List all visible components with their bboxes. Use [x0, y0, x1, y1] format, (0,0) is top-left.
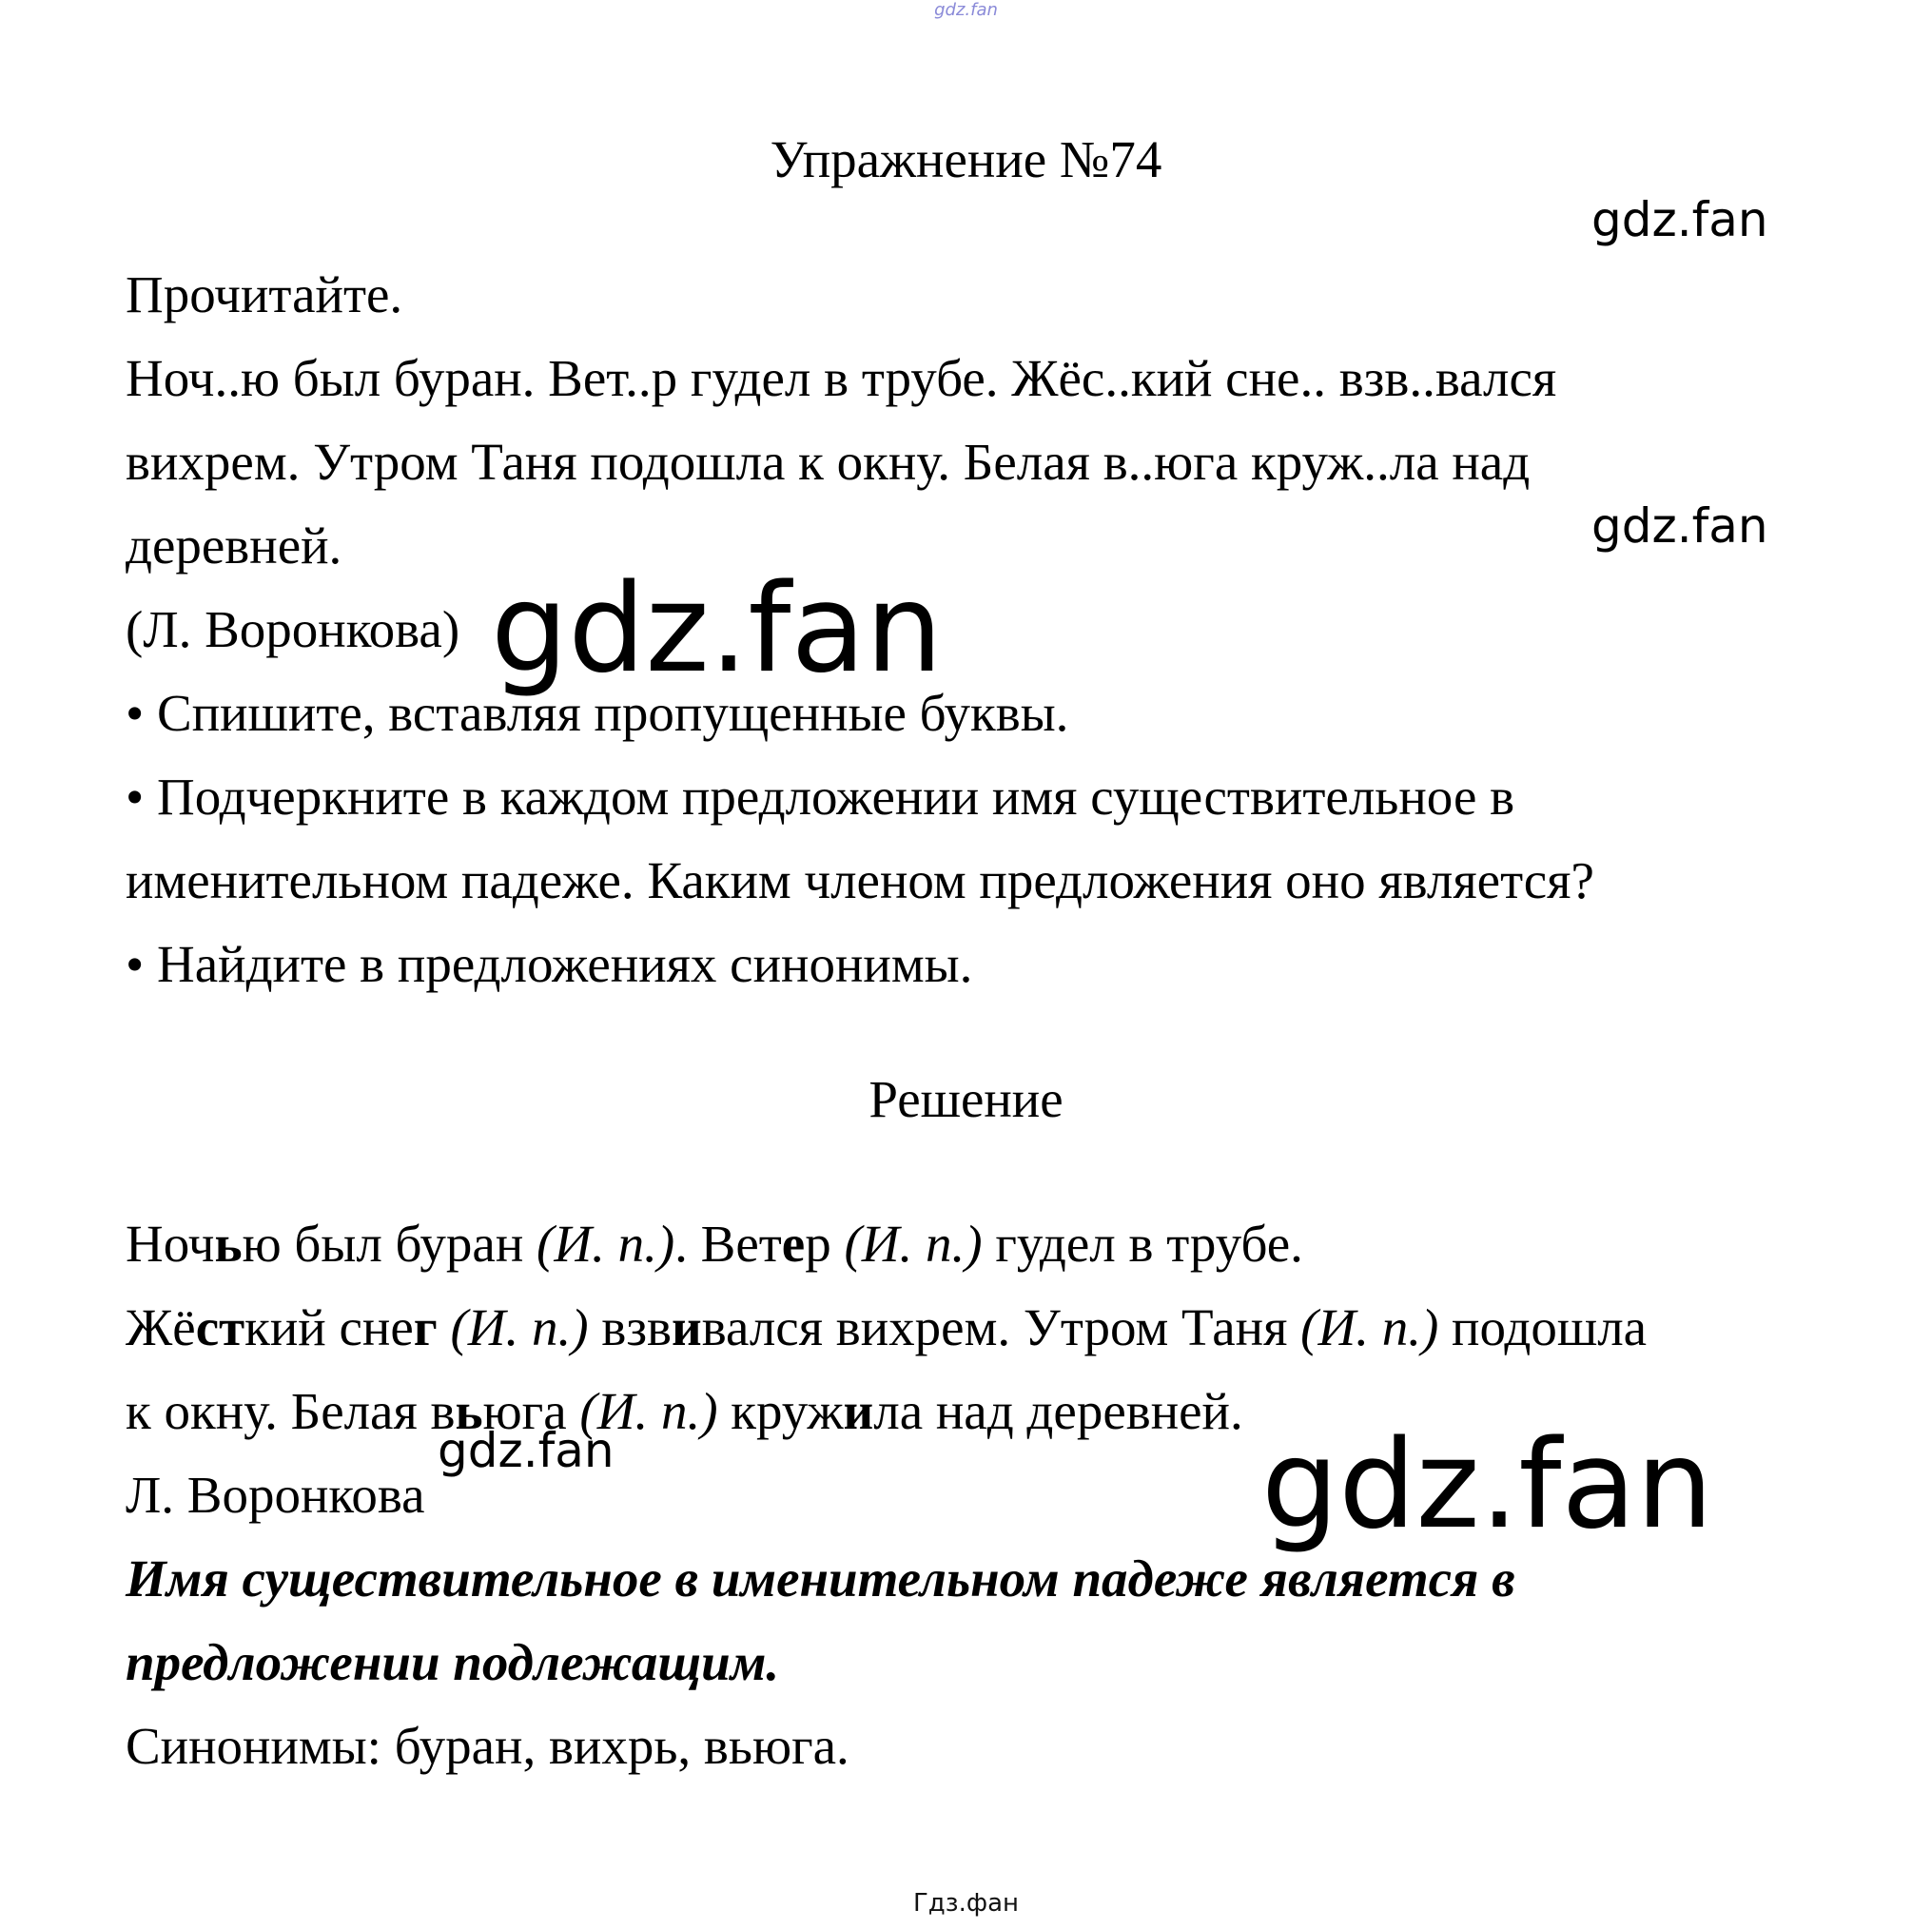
task-bullet-2: • Подчеркните в каждом предложении имя существительное в: [126, 768, 1515, 826]
task-bullet-2-cont: именительном падеже. Каким членом предложения оно является?: [126, 851, 1594, 909]
task-line-2: Ноч..ю был буран. Вет..р гудел в трубе. Жёс..кий сне.. взв..вался: [126, 349, 1557, 407]
solution-author: Л. Воронкова: [126, 1466, 425, 1524]
solution-line-3: к окну. Белая вьюга (И. п.) кружила над деревней.: [126, 1382, 1243, 1440]
solution-line-2: Жёсткий снег (И. п.) взвивался вихрем. Утром Таня (И. п.) подошла: [126, 1298, 1648, 1356]
task-line-3: вихрем. Утром Таня подошла к окну. Белая в..юга круж..ла над: [126, 433, 1531, 491]
task-bullet-1: • Спишите, вставляя пропущенные буквы.: [126, 684, 1069, 742]
synonyms-line: Синонимы: буран, вихрь, вьюга.: [126, 1717, 849, 1775]
task-line-1: Прочитайте.: [126, 265, 403, 323]
task-author: (Л. Воронкова): [126, 600, 460, 658]
watermark-1: gdz.fan: [1591, 192, 1768, 247]
conclusion-line-1: Имя существительное в именительном падеже является в: [126, 1549, 1515, 1608]
task-bullet-3: • Найдите в предложениях синонимы.: [126, 935, 973, 993]
watermark-2: gdz.fan: [1591, 498, 1768, 554]
exercise-title: Упражнение №74: [770, 130, 1162, 188]
watermark-3: gdz.fan: [491, 558, 943, 700]
task-line-4: деревней.: [126, 516, 342, 575]
solution-heading: Решение: [868, 1070, 1064, 1128]
top-watermark: gdz.fan: [934, 0, 998, 20]
footer-watermark: Гдз.фан: [912, 1889, 1020, 1918]
watermark-4: gdz.fan: [438, 1423, 615, 1478]
solution-line-1: Ночью был буран (И. п.). Ветер (И. п.) гудел в трубе.: [126, 1215, 1303, 1273]
watermark-5: gdz.fan: [1261, 1414, 1713, 1556]
conclusion-line-2: предложении подлежащим.: [126, 1633, 780, 1691]
